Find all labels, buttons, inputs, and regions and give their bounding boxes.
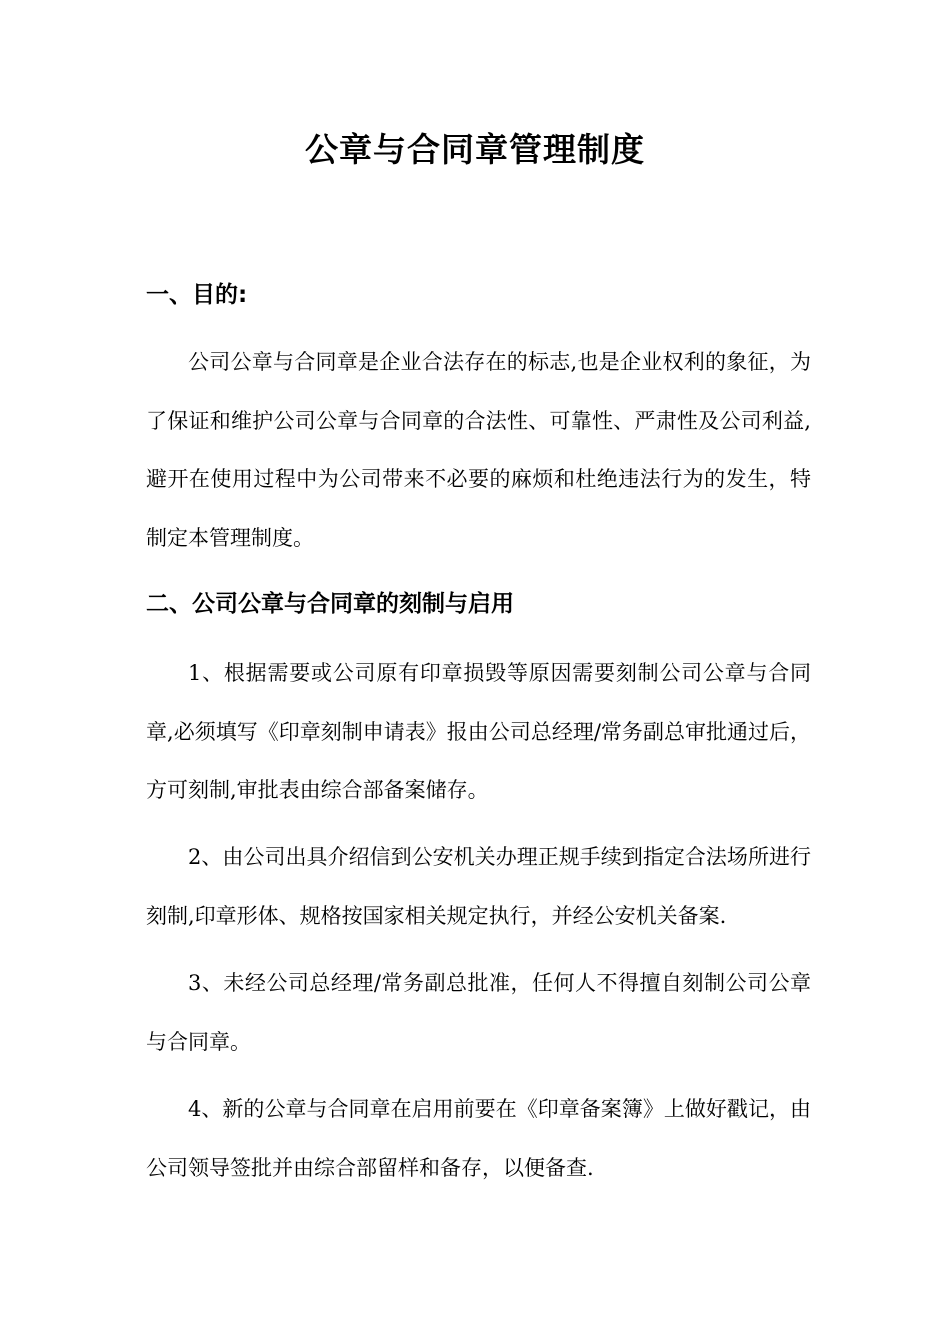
purpose-paragraph: 公司公章与合同章是企业合法存在的标志,也是企业权利的象征，为了保证和维护公司公章与合同章的合法性、可靠性、严肃性及公司利益,避开在使用过程中为公司带来不必要的麻烦和杜绝违法行为的发生，特制定本管理制度。: [146, 350, 811, 550]
section-heading-purpose: 一、目的:: [146, 282, 248, 308]
engraving-paragraph-1: 1、根据需要或公司原有印章损毁等原因需要刻制公司公章与合同章,必须填写《印章刻制申请表》报由公司总经理/常务副总审批通过后，方可刻制,审批表由综合部备案储存。: [146, 661, 811, 802]
engraving-paragraph-2: 2、由公司出具介绍信到公安机关办理正规手续到指定合法场所进行刻制,印章形体、规格按国家相关规定执行，并经公安机关备案.: [146, 845, 811, 928]
engraving-paragraph-4: 4、新的公章与合同章在启用前要在《印章备案簿》上做好戳记，由公司领导签批并由综合部留样和备存，以便备查.: [146, 1097, 811, 1180]
section-heading-engraving: 二、公司公章与合同章的刻制与启用: [146, 591, 514, 617]
document-title: 公章与合同章管理制度: [305, 130, 645, 169]
engraving-paragraph-3: 3、未经公司总经理/常务副总批准，任何人不得擅自刻制公司公章与合同章。: [146, 971, 811, 1054]
